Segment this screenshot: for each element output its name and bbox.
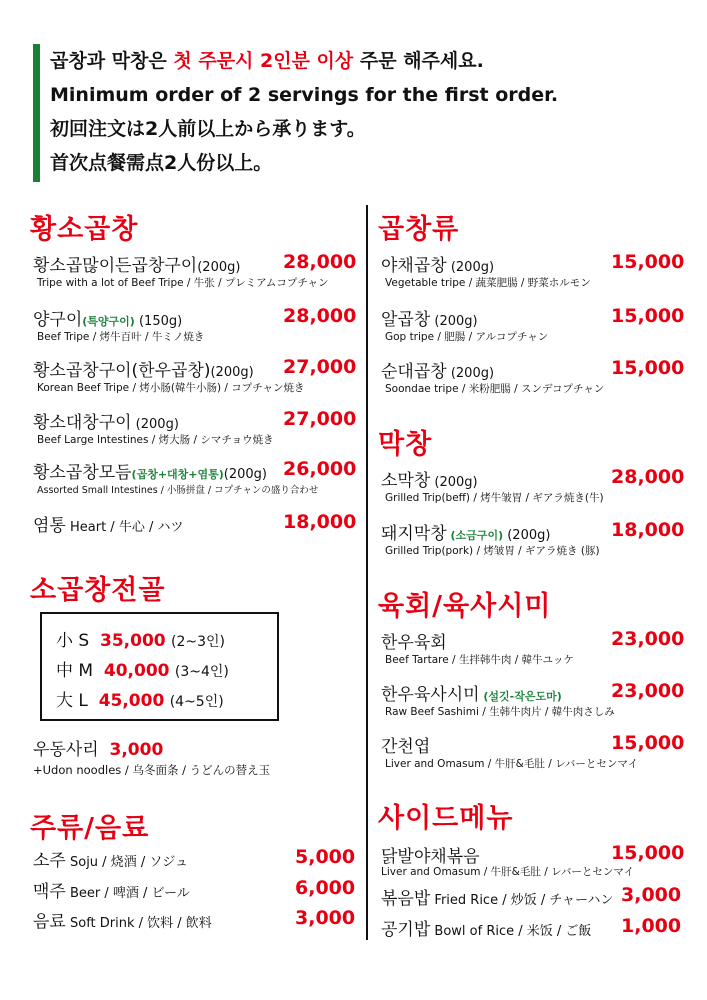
notice-korean: 곱창과 막창은 첫 주문시 2인분 이상 주문 해주세요. xyxy=(50,50,484,72)
section-title-gopchang: 곱창류 xyxy=(378,214,460,245)
section-title-yukhoe: 육회/육사시미 xyxy=(378,591,552,622)
size-row: 中 M 40,000 (3~4인) xyxy=(56,661,229,681)
size-row: 小 S 35,000 (2~3인) xyxy=(56,631,226,651)
section-title-hwangso-gopchang: 황소곱창 xyxy=(30,214,139,245)
size-row: 大 L 45,000 (4~5인) xyxy=(56,691,224,711)
section-title-makchang: 막창 xyxy=(378,429,433,460)
section-title-drinks: 주류/음료 xyxy=(30,813,150,844)
notice-japanese: 初回注文は2人前以上から承ります。 xyxy=(50,118,366,140)
jeongol-size-box xyxy=(40,612,279,721)
notice-english: Minimum order of 2 servings for the first order. xyxy=(50,84,559,106)
column-divider xyxy=(366,205,368,940)
order-notice xyxy=(33,44,690,182)
section-title-gopchang-jeongol: 소곱창전골 xyxy=(30,575,166,606)
section-title-side-menu: 사이드메뉴 xyxy=(378,803,514,834)
notice-chinese: 首次点餐需点2人份以上。 xyxy=(50,152,273,174)
